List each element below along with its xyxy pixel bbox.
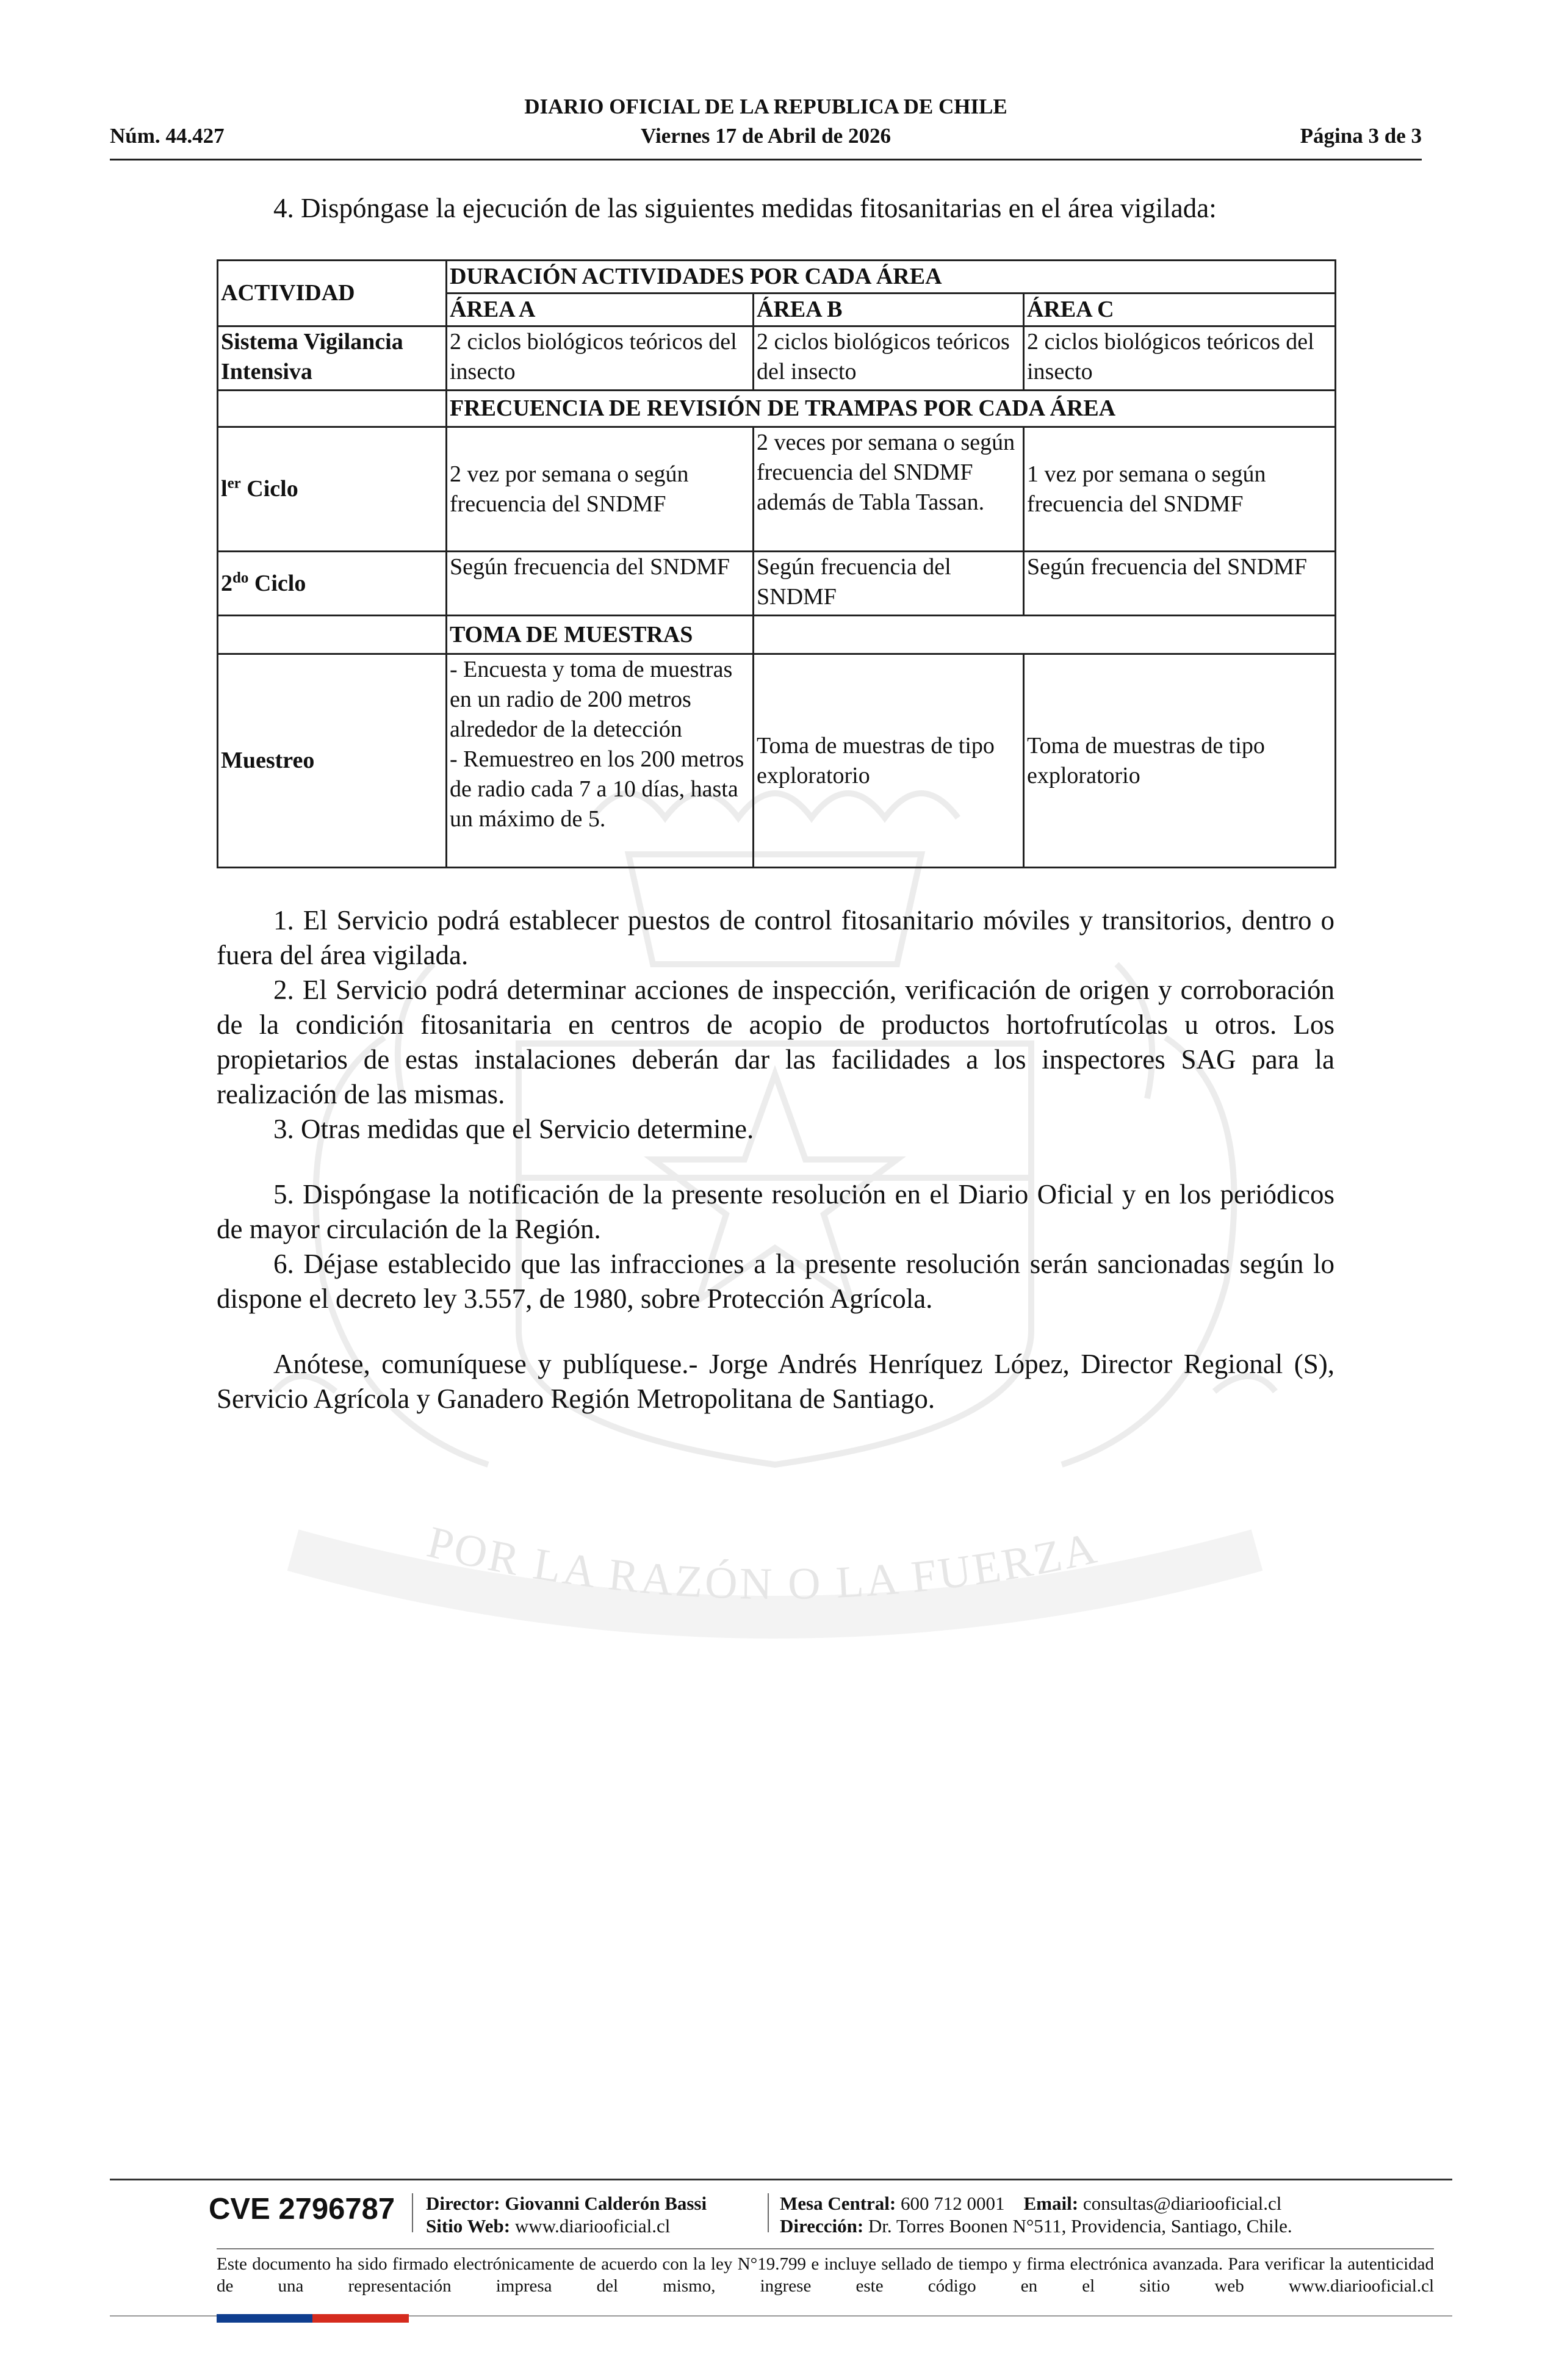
header-area-a: ÁREA A bbox=[447, 294, 754, 326]
cell-ciclo1-a: 2 vez por semana o según frecuencia del SNDMF bbox=[447, 427, 754, 552]
paragraph-2: 2. El Servicio podrá determinar acciones de inspección, verificación de origen y corroboración de la condición fitosanitaria en centros de acopio de productos hortofrutícolas u otros. Los propietarios de estas instalaciones deberán dar las facilidades a los inspectores SAG para la realización de las mismas. bbox=[217, 975, 1334, 1109]
cell-ciclo1-b: 2 veces por semana o según frecuencia del SNDMF además de Tabla Tassan. bbox=[754, 427, 1024, 552]
paragraph-5: 5. Dispóngase la notificación de la presente resolución en el Diario Oficial y en los periódicos de mayor circulación de la Región. bbox=[217, 1179, 1334, 1244]
cell-ciclo1-c: 1 vez por semana o según frecuencia del SNDMF bbox=[1024, 427, 1336, 552]
row-label-ciclo-1: $l^{er}$ Ciclo bbox=[218, 427, 447, 552]
row-label-ciclo-2: $2^{do}$ Ciclo bbox=[218, 552, 447, 616]
cell-ciclo2-a: Según frecuencia del SNDMF bbox=[447, 552, 754, 616]
page-footer bbox=[110, 2179, 1452, 2331]
header-frecuencia: FRECUENCIA DE REVISIÓN DE TRAMPAS POR CADA ÁREA bbox=[447, 391, 1336, 427]
footer-top-rule bbox=[110, 2179, 1452, 2180]
cell-muestreo-c: Toma de muestras de tipo exploratorio bbox=[1024, 654, 1336, 868]
website-link[interactable]: www.diariooficial.cl bbox=[514, 2215, 671, 2237]
table-row bbox=[218, 552, 1336, 616]
flag-blue-segment bbox=[217, 2314, 312, 2323]
row-label-sistema bbox=[218, 326, 447, 391]
row-label-muestreo: Muestreo bbox=[218, 654, 447, 868]
legal-notice: Este documento ha sido firmado electrónicamente de acuerdo con la ley N°19.799 e incluye sellado de tiempo y firma electrónica avanzada. Para verificar la autenticidad de una representación impresa del mismo, ingrese este código en el sitio web www.diariooficial.cl bbox=[217, 2254, 1434, 2296]
page-header bbox=[110, 92, 1422, 160]
cell-ciclo2-b: Según frecuencia del SNDMF bbox=[754, 552, 1024, 616]
header-area-b: ÁREA B bbox=[754, 294, 1024, 326]
cell-sistema-b: 2 ciclos biológicos teóricos del insecto bbox=[754, 326, 1024, 391]
header-area-c: ÁREA C bbox=[1024, 294, 1336, 326]
table-row bbox=[218, 391, 1336, 427]
cell-sistema-c: 2 ciclos biológicos teóricos del insecto bbox=[1024, 326, 1336, 391]
table-row bbox=[218, 261, 1336, 294]
contact-info: Mesa Central: 600 712 0001 Email: consultas@diariooficial.cl Dirección: Dr. Torres Boonen N°511, Providencia, Santiago, Chile. bbox=[780, 2193, 1292, 2237]
cell-muestreo-b: Toma de muestras de tipo exploratorio bbox=[754, 654, 1024, 868]
header-duracion: DURACIÓN ACTIVIDADES POR CADA ÁREA bbox=[447, 261, 1336, 294]
svg-text:POR LA RAZÓN O LA FUERZA bbox=[423, 1517, 1103, 1609]
page-number: Página 3 de 3 bbox=[1300, 124, 1422, 148]
cell-muestreo-a: - Encuesta y toma de muestras en un radio de 200 metros alrededor de la detección - Remuestreo en los 200 metros de radio cada 7 a 10 días, hasta un máximo de 5. bbox=[447, 654, 754, 868]
cve-code: CVE 2796787 bbox=[209, 2193, 395, 2226]
table-row bbox=[218, 427, 1336, 552]
flag-red-segment bbox=[312, 2314, 409, 2323]
footer-separator bbox=[412, 2193, 413, 2232]
footer-mid-rule bbox=[217, 2248, 1434, 2249]
empty-cell bbox=[754, 616, 1336, 654]
header-toma-muestras: TOMA DE MUESTRAS bbox=[447, 616, 754, 654]
issue-number: Núm. 44.427 bbox=[110, 124, 225, 148]
cell-sistema-a: 2 ciclos biológicos teóricos del insecto bbox=[447, 326, 754, 391]
sistema-line-1: Sistema Vigilancia bbox=[221, 329, 403, 355]
paragraph-1: 1. El Servicio podrá establecer puestos de control fitosanitario móviles y transitorios, dentro o fuera del área vigilada. bbox=[217, 905, 1334, 970]
newspaper-title: DIARIO OFICIAL DE LA REPUBLICA DE CHILE bbox=[524, 95, 1007, 118]
intro-item-4: 4. Dispóngase la ejecución de las siguientes medidas fitosanitarias en el área vigilada: bbox=[273, 193, 1217, 223]
table-row bbox=[218, 654, 1336, 868]
measures-table bbox=[217, 259, 1336, 868]
empty-cell bbox=[218, 616, 447, 654]
empty-cell bbox=[218, 391, 447, 427]
email-link[interactable]: consultas@diariooficial.cl bbox=[1082, 2193, 1282, 2214]
paragraph-6: 6. Déjase establecido que las infracciones a la presente resolución serán sancionadas según lo dispone el decreto ley 3.557, de 1980, sobre Protección Agrícola. bbox=[217, 1249, 1334, 1314]
measures-paragraphs bbox=[217, 903, 1334, 1416]
table-row bbox=[218, 326, 1336, 391]
paragraph-3: 3. Otras medidas que el Servicio determine. bbox=[273, 1114, 754, 1144]
table-row bbox=[218, 616, 1336, 654]
header-actividad: ACTIVIDAD bbox=[218, 261, 447, 326]
flag-bar bbox=[217, 2314, 409, 2323]
footer-separator bbox=[768, 2193, 769, 2232]
sistema-line-2: Intensiva bbox=[221, 359, 312, 384]
closing-paragraph: Anótese, comuníquese y publíquese.- Jorge Andrés Henríquez López, Director Regional (S), Servicio Agrícola y Ganadero Región Metropolitana de Santiago. bbox=[217, 1349, 1334, 1414]
director-info: Director: Giovanni Calderón Bassi Sitio Web: www.diariooficial.cl bbox=[426, 2193, 707, 2237]
watermark-motto: POR LA RAZÓN O LA FUERZA bbox=[422, 1516, 1103, 1610]
cell-ciclo2-c: Según frecuencia del SNDMF bbox=[1024, 552, 1336, 616]
issue-date: Viernes 17 de Abril de 2026 bbox=[641, 124, 891, 148]
